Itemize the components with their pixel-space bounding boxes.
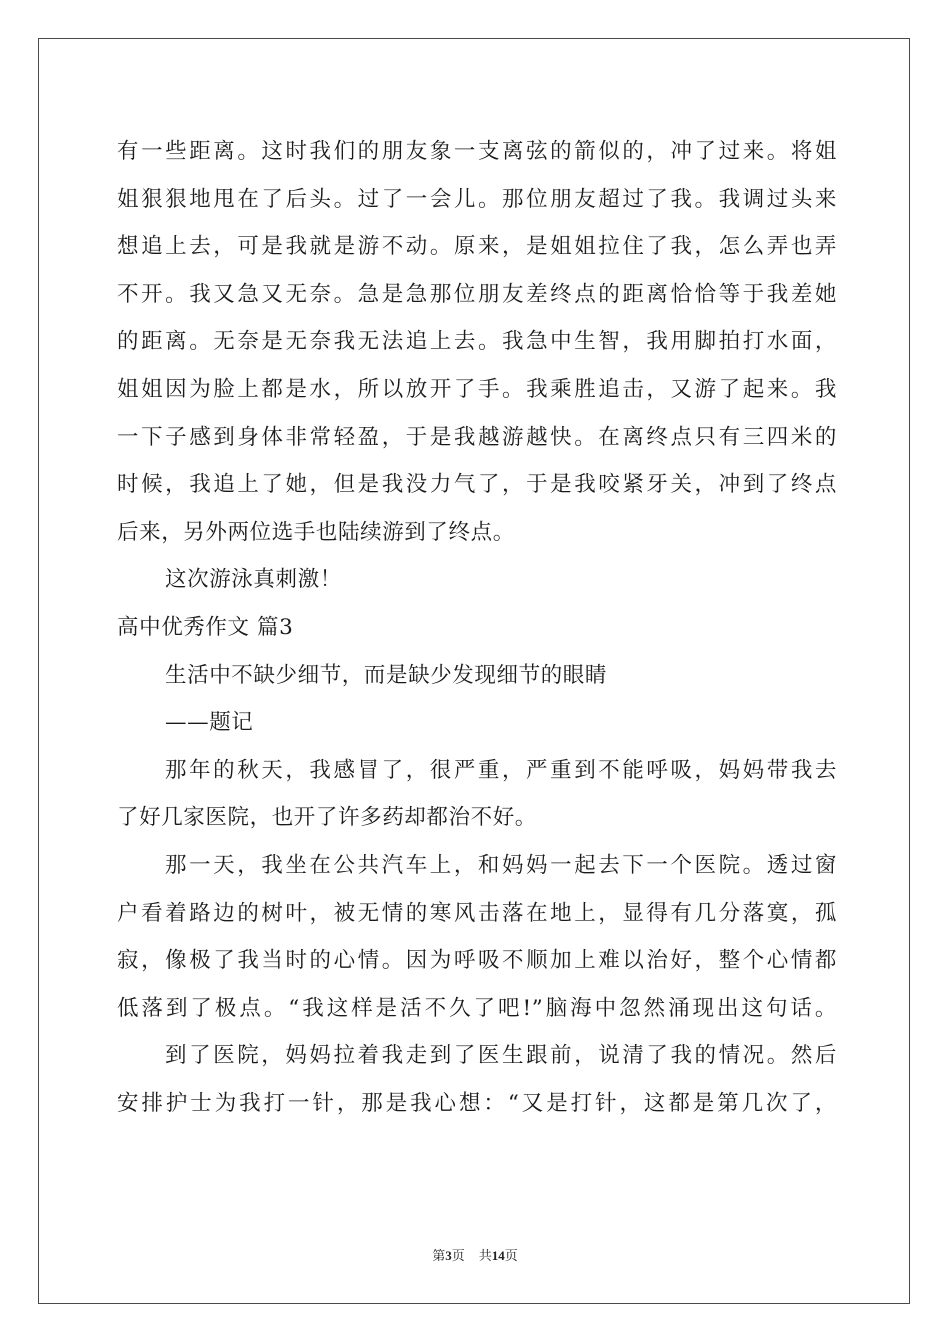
document-body bbox=[117, 128, 837, 1127]
page-prefix: 第 bbox=[432, 1248, 446, 1263]
text-line: 想追上去，可是我就是游不动。原来，是姐姐拉住了我，怎么弄也弄 bbox=[117, 234, 837, 260]
text-line: 那一天，我坐在公共汽车上，和妈妈一起去下一个医院。透过窗 bbox=[165, 852, 837, 878]
text-line: 姐狠狠地甩在了后头。过了一会儿。那位朋友超过了我。我调过头来 bbox=[117, 186, 837, 212]
text-line: 生活中不缺少细节，而是缺少发现细节的眼睛 bbox=[165, 662, 608, 688]
text-line: 到了医院，妈妈拉着我走到了医生跟前，说清了我的情况。然后 bbox=[165, 1043, 837, 1069]
text-line: 低落到了极点。“我这样是活不久了吧!”脑海中忽然涌现出这句话。 bbox=[117, 995, 837, 1021]
page-number: 3 bbox=[445, 1248, 452, 1263]
text-line: 后来，另外两位选手也陆续游到了终点。 bbox=[117, 519, 515, 545]
text-line: 姐姐因为脸上都是水，所以放开了手。我乘胜追击，又游了起来。我 bbox=[117, 376, 837, 402]
text-line: 了好几家医院，也开了许多药却都治不好。 bbox=[117, 805, 537, 831]
text-line: 有一些距离。这时我们的朋友象一支离弦的箭似的，冲了过来。将姐 bbox=[117, 139, 837, 164]
text-line: 户看着路边的树叶，被无情的寒风击落在地上，显得有几分落寞，孤 bbox=[117, 900, 837, 926]
text-line: 高中优秀作文 篇3 bbox=[117, 614, 294, 640]
total-prefix: 共 bbox=[478, 1248, 492, 1263]
total-suffix: 页 bbox=[504, 1248, 518, 1263]
text-line: ——题记 bbox=[165, 710, 254, 736]
text-line: 安排护士为我打一针，那是我心想：“又是打针，这都是第几次了， bbox=[117, 1090, 837, 1116]
text-line: 时候，我追上了她，但是我没力气了，于是我咬紧牙关，冲到了终点 bbox=[117, 472, 837, 498]
text-line: 这次游泳真刺激！ bbox=[165, 567, 342, 593]
text-line: 寂，像极了我当时的心情。因为呼吸不顺加上难以治好，整个心情都 bbox=[117, 948, 837, 974]
text-line: 一下子感到身体非常轻盈，于是我越游越快。在离终点只有三四米的 bbox=[117, 424, 837, 450]
total-pages: 14 bbox=[491, 1248, 505, 1263]
text-line: 的距离。无奈是无奈我无法追上去。我急中生智，我用脚拍打水面， bbox=[117, 329, 837, 355]
text-line: 那年的秋天，我感冒了，很严重，严重到不能呼吸，妈妈带我去 bbox=[165, 757, 837, 783]
text-line: 不开。我又急又无奈。急是急那位朋友差终点的距离恰恰等于我差她 bbox=[117, 281, 837, 307]
page-footer bbox=[0, 1245, 950, 1264]
page-suffix: 页 bbox=[451, 1248, 465, 1263]
